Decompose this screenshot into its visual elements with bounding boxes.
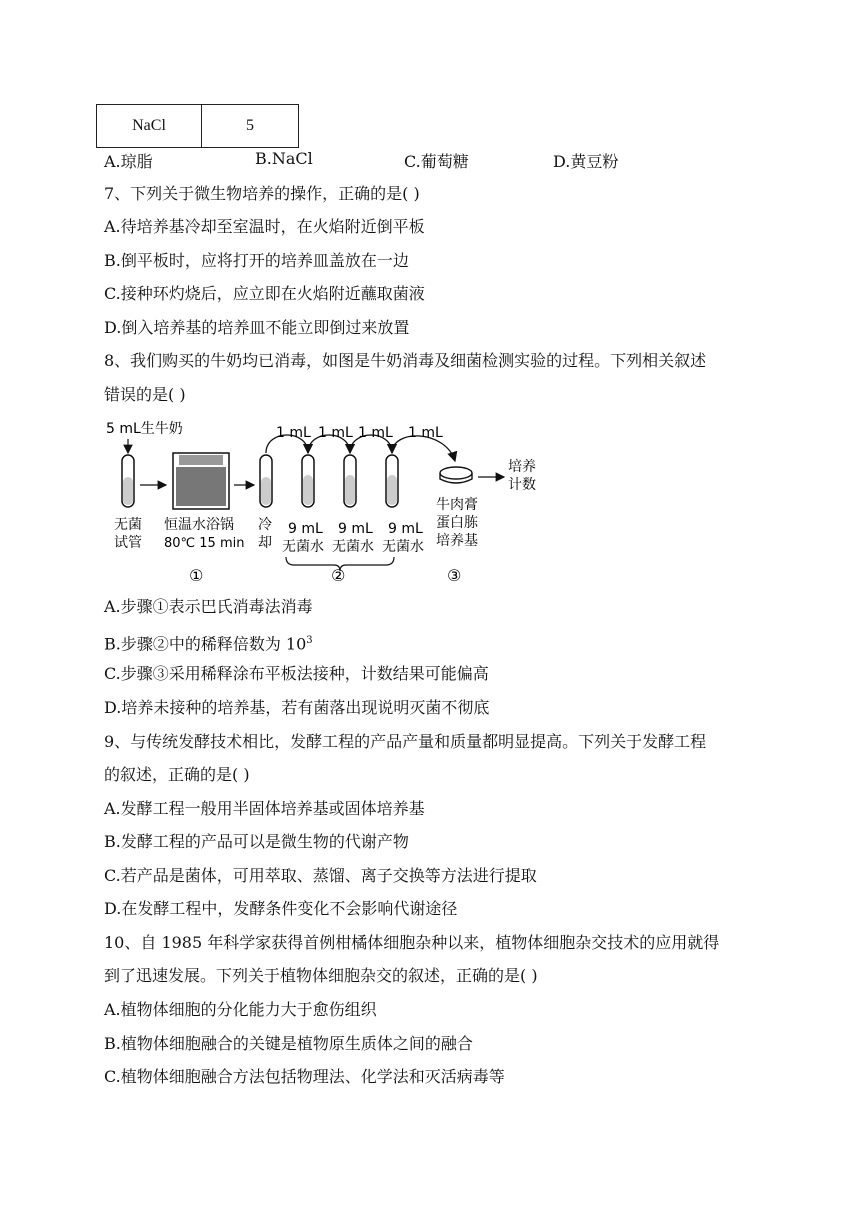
step-2-label: ② <box>331 566 346 585</box>
step-3-label: ③ <box>447 566 462 585</box>
water-volume-2: 9 mL <box>338 521 373 537</box>
water-bath-icon <box>173 453 229 509</box>
transfer-volume-4: 1 mL <box>408 425 443 441</box>
cooled-tube-icon <box>260 455 272 507</box>
cool-label-1: 冷 <box>258 517 272 533</box>
q9-stem-line2: 的叙述，正确的是( ) <box>104 765 250 784</box>
water-name-1: 无菌水 <box>282 539 324 555</box>
q8-option-b <box>104 631 313 654</box>
medium-label-1: 牛肉膏 <box>436 497 478 513</box>
q7-option-c: C.接种环灼烧后，应立即在火焰附近蘸取菌液 <box>104 284 425 303</box>
dilution-tube-icon <box>302 455 314 507</box>
water-name-2: 无菌水 <box>332 539 374 555</box>
q8-stem-line1: 8、我们购买的牛奶均已消毒，如图是牛奶消毒及细菌检测实验的过程。下列相关叙述 <box>104 351 707 370</box>
q6-option-d: D.黄豆粉 <box>553 152 619 171</box>
q8-stem-line2: 错误的是( ) <box>104 385 186 404</box>
q10-stem-line1: 10、自 1985 年科学家获得首例柑橘体细胞杂种以来，植物体细胞杂交技术的应用就得 <box>104 933 720 952</box>
water-volume-3: 9 mL <box>388 521 423 537</box>
tube-label-2: 试管 <box>114 535 142 551</box>
q7-option-a: A.待培养基冷却至室温时，在火焰附近倒平板 <box>104 217 425 236</box>
q6-option-c: C.葡萄糖 <box>404 152 469 171</box>
q8-option-c: C.步骤③采用稀释涂布平板法接种，计数结果可能偏高 <box>104 664 489 683</box>
step-1-label: ① <box>189 566 204 585</box>
dilution-tube-icon <box>386 455 398 507</box>
q10-option-b: B.植物体细胞融合的关键是植物原生质体之间的融合 <box>104 1034 473 1053</box>
petri-dish-icon <box>440 467 472 483</box>
table-cell-value: 5 <box>202 105 299 148</box>
q7-option-b: B.倒平板时，应将打开的培养皿盖放在一边 <box>104 251 409 270</box>
transfer-volume-3: 1 mL <box>358 425 393 441</box>
raw-milk-label: 5 mL生牛奶 <box>106 421 183 437</box>
q10-stem-line2: 到了迅速发展。下列关于植物体细胞杂交的叙述，正确的是( ) <box>104 966 538 985</box>
q10-option-a: A.植物体细胞的分化能力大于愈伤组织 <box>104 1000 377 1019</box>
tube-label-1: 无菌 <box>114 517 142 533</box>
q8-option-b-exponent: 3 <box>306 635 313 646</box>
transfer-volume-1: 1 mL <box>276 425 311 441</box>
q6-option-a: A.琼脂 <box>104 152 153 171</box>
q9-option-b: B.发酵工程的产品可以是微生物的代谢产物 <box>104 832 409 851</box>
q8-option-b-text: B.步骤②中的稀释倍数为 10 <box>104 634 307 654</box>
table-cell-nacl: NaCl <box>97 105 202 148</box>
culture-label-2: 计数 <box>508 477 536 493</box>
q9-option-c: C.若产品是菌体，可用萃取、蒸馏、离子交换等方法进行提取 <box>104 866 537 885</box>
q6-option-b: B.NaCl <box>255 149 313 168</box>
cool-label-2: 却 <box>258 535 272 551</box>
medium-label-2: 蛋白胨 <box>436 515 478 531</box>
transfer-volume-2: 1 mL <box>318 425 353 441</box>
q9-option-a: A.发酵工程一般用半固体培养基或固体培养基 <box>104 799 425 818</box>
water-name-3: 无菌水 <box>382 539 424 555</box>
table-row <box>97 105 299 148</box>
q9-stem-line1: 9、与传统发酵技术相比，发酵工程的产品产量和质量都明显提高。下列关于发酵工程 <box>104 732 707 751</box>
q7-option-d: D.倒入培养基的培养皿不能立即倒过来放置 <box>104 318 410 337</box>
culture-label-1: 培养 <box>508 459 536 475</box>
water-volume-1: 9 mL <box>288 521 323 537</box>
water-bath-label: 恒温水浴锅 <box>164 517 234 533</box>
medium-table <box>96 104 299 148</box>
q9-option-d: D.在发酵工程中，发酵条件变化不会影响代谢途径 <box>104 899 458 918</box>
milk-sterilization-diagram <box>100 415 560 590</box>
dilution-tube-icon <box>344 455 356 507</box>
q8-option-a: A.步骤①表示巴氏消毒法消毒 <box>104 597 313 616</box>
q10-option-c: C.植物体细胞融合方法包括物理法、化学法和灭活病毒等 <box>104 1067 505 1086</box>
q8-option-d: D.培养未接种的培养基，若有菌落出现说明灭菌不彻底 <box>104 698 490 717</box>
q7-stem: 7、下列关于微生物培养的操作，正确的是( ) <box>104 184 420 203</box>
sterile-tube-icon <box>122 439 134 507</box>
medium-label-3: 培养基 <box>436 533 478 549</box>
water-bath-condition: 80℃ 15 min <box>164 536 245 551</box>
